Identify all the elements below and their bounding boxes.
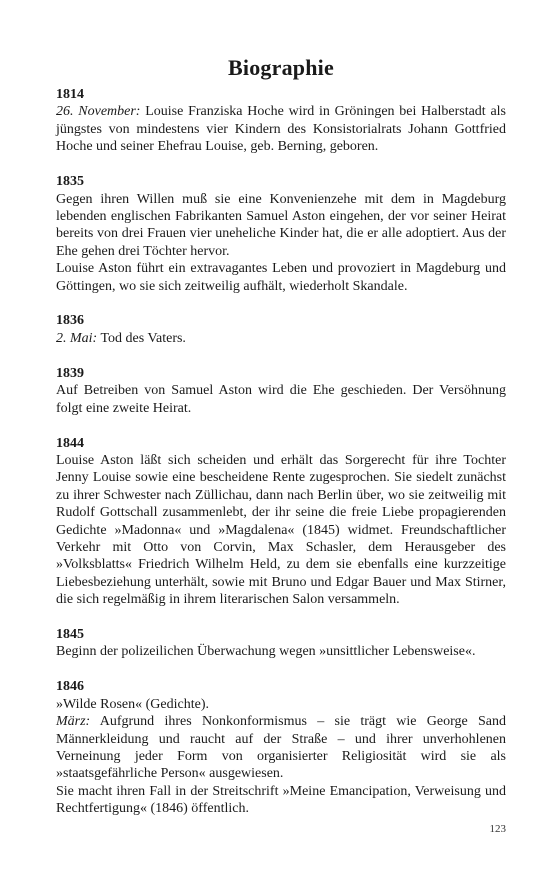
book-page	[56, 52, 506, 835]
entry-paragraph	[56, 260, 506, 295]
paragraph-text: Sie macht ihren Fall in der Streitschrift »Meine Emancipation, Verweisung und Rechtfertigung« (1846) öffentlich.	[56, 783, 506, 817]
entry-paragraph	[56, 103, 506, 155]
date-lead: März:	[56, 714, 91, 730]
date-lead: 2. Mai:	[56, 330, 98, 346]
paragraph-text: Beginn der polizeilichen Überwachung wegen »unsittlicher Lebensweise«.	[56, 644, 476, 660]
paragraph-text: Louise Aston führt ein extravagantes Leben und provoziert in Magdeburg und Göttingen, wo sie sich zeitweilig aufhält, wiederholt Skandale.	[56, 261, 506, 294]
entry-paragraph	[56, 452, 506, 609]
paragraph-text: »Wilde Rosen« (Gedichte).	[56, 696, 210, 712]
entry-1835	[56, 173, 506, 295]
entry-year: 1835	[56, 174, 84, 190]
page-number: 123	[489, 823, 506, 835]
entry-paragraph	[56, 330, 506, 347]
entry-1844	[56, 435, 506, 609]
entry-year: 1846	[56, 679, 84, 695]
paragraph-text: Louise Franziska Hoche wird in Gröningen bei Halberstadt als jüngstes von mindestens vier Kindern des Konsistorialrats Johann Gottfried Hoche und seiner Ehefrau Louise, geb. Berning, geboren.	[56, 104, 507, 155]
date-lead: 26. November:	[56, 104, 141, 120]
entry-1836	[56, 312, 506, 347]
entry-year: 1844	[56, 435, 84, 451]
entry-paragraph	[56, 382, 506, 417]
entry-paragraph	[56, 783, 506, 818]
entry-paragraph	[56, 713, 506, 783]
entry-year: 1814	[56, 87, 84, 102]
paragraph-text: Auf Betreiben von Samuel Aston wird die Ehe geschieden. Der Versöhnung folgt eine zweite Heirat.	[56, 383, 506, 416]
paragraph-text: Tod des Vaters.	[97, 330, 186, 346]
entry-1845	[56, 626, 506, 661]
entry-paragraph	[56, 696, 506, 713]
paragraph-text: Aufgrund ihres Nonkonformismus – sie trägt wie George Sand Männerkleidung und raucht auf der Straße – und ihrer unverhohlenen Verneinung jeder Form von organisierter Religiosität wird sie als »staatsgefährliche Person« ausgewiesen.	[56, 714, 506, 782]
entry-1846	[56, 678, 506, 817]
entry-year: 1839	[56, 365, 84, 381]
entry-year: 1836	[56, 313, 84, 329]
page-title: Biographie	[228, 55, 334, 80]
paragraph-text: Gegen ihren Willen muß sie eine Konvenienzehe mit dem in Magdeburg lebenden englischen Fabrikanten Samuel Aston eingehen, der vor seiner Heirat bereits von drei Frauen vier uneheliche Kinder hat, die er alle adoptiert. Aus der Ehe gehen drei Töchter hervor.	[56, 191, 506, 259]
paragraph-text: Louise Aston läßt sich scheiden und erhält das Sorgerecht für ihre Tochter Jenny Louise sowie eine bescheidene Rente zugesprochen. Sie siedelt zunächst zu ihrer Schwester nach Züllichau, dann nach Berlin über, wo sie zeitweilig mit Rudolf Gottschall zusammenlebt, der ihr seine die freie Liebe propagierenden Gedichte »Madonna« und »Magdalena« (1845) widmet. Freundschaftlicher Verkehr mit Otto von Corvin, Max Schasler, dem Herausgeber des »Volksblatts« Friedrich Wilhelm Held, zu dem sie ebenfalls eine kurzzeitige Liebesbeziehung unterhält, sowie mit Bruno und Edgar Bauer und Max Stirner, die sich regelmäßig in ihrem literarischen Salon versammeln.	[56, 452, 506, 608]
entry-paragraph	[56, 643, 506, 660]
entry-year: 1845	[56, 627, 84, 643]
entry-1814	[56, 86, 506, 156]
entry-1839	[56, 365, 506, 417]
entry-paragraph	[56, 191, 506, 261]
